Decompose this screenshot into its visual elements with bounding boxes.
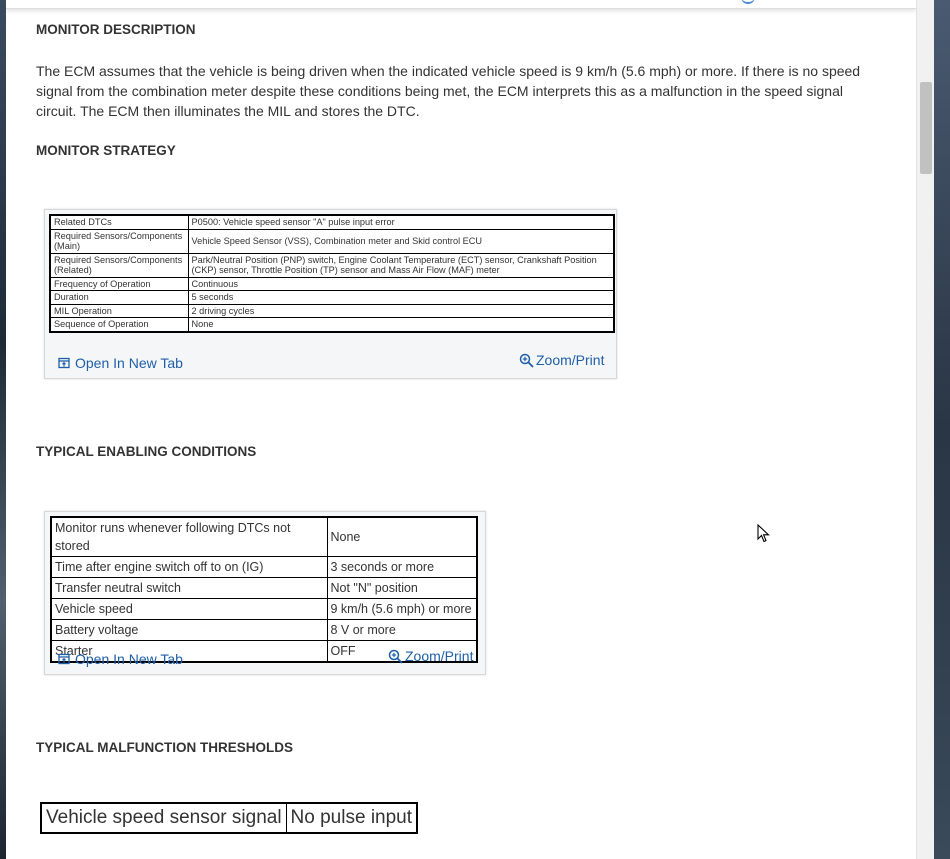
table-cell-label: Transfer neutral switch	[51, 578, 327, 599]
table-cell-value: 9 km/h (5.6 mph) or more	[327, 599, 477, 620]
threshold-table-row	[41, 803, 417, 833]
top-toolbar-edge	[6, 0, 916, 9]
table-cell-value: P0500: Vehicle speed sensor "A" pulse input error	[188, 215, 614, 229]
strategy-table-row	[50, 304, 614, 318]
strategy-table-row	[50, 253, 614, 277]
table-cell-value: 2 driving cycles	[188, 304, 614, 318]
strategy-table-row	[50, 277, 614, 291]
monitor-strategy-figure	[44, 209, 617, 379]
enabling-table-row	[51, 517, 477, 557]
strategy-table-row	[50, 291, 614, 305]
table-cell-value: No pulse input	[286, 803, 417, 833]
zoom-icon	[388, 649, 403, 664]
table-cell-label: Related DTCs	[50, 215, 188, 229]
zoom-print-link[interactable]	[519, 352, 604, 368]
monitor-description-text: The ECM assumes that the vehicle is being driven when the indicated vehicle speed is 9 km/h (5.6 mph) or more. If there is no speed signal from the combination meter despite these conditions being met, the ECM interprets this as a malfunction in the speed signal circuit. The ECM then illuminates the MIL and stores the DTC.	[36, 63, 861, 119]
enabling-table-row	[51, 620, 477, 641]
enabling-conditions-table	[50, 516, 478, 663]
open-in-new-tab-link[interactable]	[58, 355, 183, 371]
open-in-new-tab-link-2[interactable]	[58, 651, 183, 667]
zoom-print-label: Zoom/Print	[536, 352, 605, 368]
table-cell-label: Vehicle speed	[51, 599, 327, 620]
table-cell-value: 8 V or more	[327, 620, 477, 641]
strategy-table-row	[50, 318, 614, 332]
table-cell-value: Continuous	[188, 277, 614, 291]
table-cell-value: Park/Neutral Position (PNP) switch, Engine Coolant Temperature (ECT) sensor, Crankshaft Position (CKP) sensor, Throttle Position (TP) sensor and Mass Air Flow (MAF) meter	[188, 253, 614, 277]
table-cell-value: Not "N" position	[327, 578, 477, 599]
table-cell-value: 3 seconds or more	[327, 557, 477, 578]
open-new-tab-icon	[58, 357, 70, 369]
open-new-tab-icon	[58, 653, 70, 665]
table-cell-label: Sequence of Operation	[50, 318, 188, 332]
table-cell-label: Duration	[50, 291, 188, 305]
open-in-new-tab-label: Open In New Tab	[75, 651, 183, 667]
enabling-table-row	[51, 557, 477, 578]
zoom-print-link-2[interactable]	[388, 648, 473, 664]
scrollbar-thumb[interactable]	[920, 82, 932, 174]
strategy-table-row	[50, 215, 614, 229]
table-cell-label: Starter	[51, 641, 327, 663]
table-cell-label: Battery voltage	[51, 620, 327, 641]
monitor-strategy-heading: MONITOR STRATEGY	[36, 143, 176, 158]
table-cell-label: Required Sensors/Components (Main)	[50, 229, 188, 253]
table-cell-value: OFF	[327, 641, 477, 663]
table-cell-label: Vehicle speed sensor signal	[41, 803, 286, 833]
typical-enabling-conditions-heading: TYPICAL ENABLING CONDITIONS	[36, 444, 257, 459]
table-cell-value: None	[327, 517, 477, 557]
zoom-icon	[519, 353, 534, 368]
table-cell-label: Monitor runs whenever following DTCs not stored	[51, 517, 327, 557]
table-cell-value: 5 seconds	[188, 291, 614, 305]
typical-malfunction-thresholds-heading: TYPICAL MALFUNCTION THRESHOLDS	[36, 740, 293, 755]
table-cell-label: Frequency of Operation	[50, 277, 188, 291]
malfunction-thresholds-table	[40, 802, 418, 834]
enabling-table-row	[51, 599, 477, 620]
table-cell-value: Vehicle Speed Sensor (VSS), Combination meter and Skid control ECU	[188, 229, 614, 253]
table-cell-value: None	[188, 318, 614, 332]
monitor-strategy-table	[49, 214, 615, 333]
vertical-scrollbar[interactable]	[916, 0, 935, 859]
desktop-background-right	[934, 0, 950, 859]
document-page	[6, 0, 916, 859]
enabling-table-row	[51, 578, 477, 599]
table-cell-label: Time after engine switch off to on (IG)	[51, 557, 327, 578]
enabling-conditions-figure	[44, 511, 486, 675]
toolbar-icon[interactable]	[741, 0, 755, 4]
monitor-description-heading: MONITOR DESCRIPTION	[36, 22, 196, 37]
zoom-print-label: Zoom/Print	[405, 648, 474, 664]
table-cell-label: MIL Operation	[50, 304, 188, 318]
mouse-cursor-icon	[757, 524, 771, 544]
strategy-table-row	[50, 229, 614, 253]
open-in-new-tab-label: Open In New Tab	[75, 355, 183, 371]
table-cell-label: Required Sensors/Components (Related)	[50, 253, 188, 277]
